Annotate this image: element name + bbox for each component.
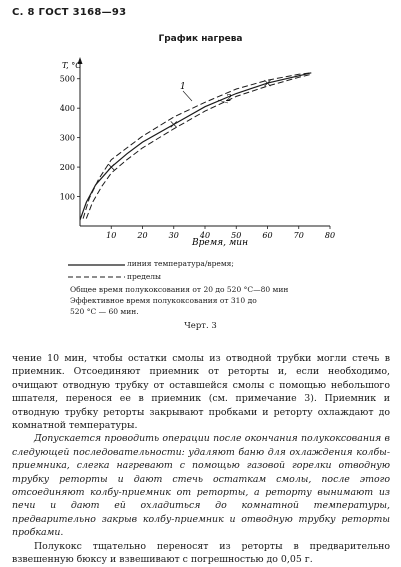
- legend-line2: пределы: [127, 272, 162, 281]
- x-tick-label: 70: [293, 231, 304, 240]
- figure-caption: Черт. 3: [184, 321, 217, 331]
- y-axis-label: T, °C: [62, 61, 82, 70]
- x-tick-label: 30: [168, 231, 179, 240]
- chart-title: График нагрева: [158, 34, 243, 44]
- curve-label-2: 2: [226, 94, 232, 104]
- legend-note1: Общее время полукоксования от 20 до 520 °С—80 мин: [70, 285, 289, 294]
- y-tick-label: 300: [59, 133, 75, 143]
- series-line-2: [83, 73, 311, 219]
- x-tick-label: 10: [106, 231, 117, 240]
- chart-axes: [78, 57, 331, 226]
- y-tick-label: 400: [59, 104, 75, 114]
- series-line-1: [80, 73, 311, 220]
- page-header: С. 8 ГОСТ 3168—93: [12, 7, 127, 18]
- curve-label-1: 1: [180, 82, 186, 92]
- data-point-marker: [171, 121, 177, 127]
- paragraph-3: Полукокс тщательно переносят из реторты в предварительно взвешенную бюксу и взвешивают с погрешностью до 0,05 г.: [12, 540, 390, 566]
- x-tick-label: 80: [324, 231, 336, 240]
- series-line-3: [86, 74, 311, 218]
- y-tick-label: 200: [59, 163, 75, 173]
- x-tick-label: 20: [137, 231, 148, 240]
- y-tick-label: 100: [59, 192, 75, 202]
- x-tick-label: 50: [231, 231, 242, 240]
- x-axis-label: Время, мин: [192, 238, 249, 248]
- x-tick-label: 60: [262, 231, 273, 240]
- data-point-marker: [108, 164, 114, 170]
- legend-note2: Эффективное время полукоксования от 310 до: [70, 296, 257, 305]
- legend-line1: линия температура/время;: [127, 259, 234, 268]
- curve-label-1-leader: [183, 91, 192, 101]
- body-text: [12, 352, 390, 567]
- legend-note3: 520 °С — 60 мин.: [70, 307, 139, 316]
- chart-ticks: [60, 75, 335, 240]
- paragraph-1: чение 10 мин, чтобы остатки смолы из отводной трубки могли стечь в приемник. Отсоединяют приемник от реторты и, если необходимо, очищают отводную трубку от оставшейся смолы с помощью небольшого шпателя, перенося ее в приемник (см. примечание 3). Приемник и отводную трубку реторты закрывают пробками и реторту охлаждают до комнатной температуры.: [12, 353, 390, 432]
- y-tick-label: 500: [59, 74, 75, 84]
- x-tick-label: 40: [199, 231, 211, 240]
- chart-curves: [80, 73, 311, 220]
- paragraph-2: Допускается проводить операции после окончания полукоксования в следующей последовательности: удаляют баню для охлаждения колбы-приемника, слегка нагревают с помощью газовой горелки отводную трубку реторты и дают стечь остаткам смолы, после этого отсоединяют колбу-приемник от реторты, а реторту вынимают из печи и дают ей охладиться до комнатной температуры, предварительно закрыв колбу-приемник и отводную трубку реторты пробками.: [12, 433, 390, 539]
